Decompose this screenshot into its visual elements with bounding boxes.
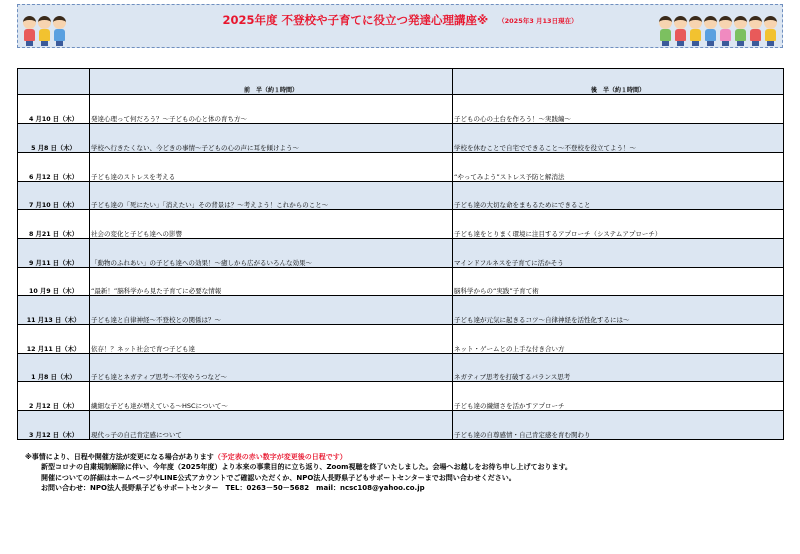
child-icon <box>733 16 748 46</box>
date-note: （2025年3 月13日現在） <box>498 17 578 25</box>
table-row <box>18 95 784 124</box>
second-half-topic: 子ども達をとりまく環境に注目するアプローチ（システムアプローチ） <box>453 210 784 239</box>
table-row <box>18 238 784 267</box>
session-date: 6 月12 日（木） <box>18 152 90 181</box>
session-date: 10 月9 日（木） <box>18 267 90 296</box>
session-date: 12 月11 日（木） <box>18 325 90 354</box>
first-half-topic: 学校へ行きたくない、今どきの事情～子どもの心の声に耳を傾けよう～ <box>90 124 453 153</box>
table-row <box>18 152 784 181</box>
table-row <box>18 325 784 354</box>
notes-section <box>25 452 785 494</box>
second-half-topic: “やってみよう”ストレス予防と解消法 <box>453 152 784 181</box>
first-half-topic: “最新！”脳科学から見た子育てに必要な情報 <box>90 267 453 296</box>
second-half-topic: マインドフルネスを子育てに活かそう <box>453 238 784 267</box>
child-icon <box>688 16 703 46</box>
second-half-topic: 子ども達の繊細さを活かすアプローチ <box>453 382 784 411</box>
note-line-3: 開催についての詳細はホームページやLINE公式アカウントでご確認いただくか、NPO法人長野県子どもサポートセンターまでお問い合わせください。 <box>41 473 516 482</box>
header-banner <box>17 4 783 48</box>
session-date: 11 月13 日（木） <box>18 296 90 325</box>
session-date: 2 月12 日（木） <box>18 382 90 411</box>
note-line-1 <box>25 452 785 462</box>
table-row <box>18 124 784 153</box>
table-row <box>18 353 784 382</box>
session-date: 3 月12 日（木） <box>18 411 90 440</box>
child-icon <box>658 16 673 46</box>
first-half-topic: 発達心理って何だろう？～子どもの心と体の育ち方～ <box>90 95 453 124</box>
schedule-table <box>17 68 784 440</box>
second-half-topic: 子どもの心の土台を作ろう！～実践編～ <box>453 95 784 124</box>
session-date: 5 月8 日（木） <box>18 124 90 153</box>
second-half-topic: ネガティブ思考を打破するバランス思考 <box>453 353 784 382</box>
table-row <box>18 296 784 325</box>
child-icon <box>673 16 688 46</box>
title-text: 2025年度 不登校や子育てに役立つ発達心理講座※ <box>222 13 489 27</box>
table-row <box>18 267 784 296</box>
header-corner-cell <box>18 69 90 95</box>
contact-line: お問い合わせ：NPO法人長野県子どもサポートセンター TEL：0263－50－5682 mail：ncsc108@yahoo.co.jp <box>41 484 425 493</box>
note-change-notice: ※事情により、日程や開催方法が変更になる場合があります <box>25 453 214 461</box>
session-date: 9 月11 日（木） <box>18 238 90 267</box>
note-red-remark: （予定表の赤い数字が変更後の日程です） <box>213 453 347 461</box>
note-line-2: 新型コロナの自粛規制解除に伴い、今年度（2025年度）より本来の事業目的に立ち返り、Zoom視聴を終了いたしました。会場へお越しをお待ち申し上げております。 <box>41 463 572 472</box>
first-half-topic: 繊細な子ども達が増えている～HSCについて～ <box>90 382 453 411</box>
table-row <box>18 382 784 411</box>
table-row <box>18 411 784 440</box>
second-half-topic: 脳科学からの“実践”子育て術 <box>453 267 784 296</box>
table-row <box>18 181 784 210</box>
session-date: 1 月8 日（木） <box>18 353 90 382</box>
child-icon <box>703 16 718 46</box>
child-icon <box>763 16 778 46</box>
first-half-topic: 子ども達の「死にたい」「消えたい」その背景は？～考えよう！これからのこと～ <box>90 181 453 210</box>
second-half-topic: ネット・ゲームとの上手な付き合い方 <box>453 325 784 354</box>
first-half-topic: 「動物のふれあい」の子ども達への効果！～癒しから広がるいろんな効果～ <box>90 238 453 267</box>
session-date: 8 月21 日（木） <box>18 210 90 239</box>
first-half-header: 前 半（約１時間） <box>90 69 453 95</box>
first-half-topic: 子ども達とネガティブ思考～不安やうつなど～ <box>90 353 453 382</box>
first-half-topic: 社会の変化と子ども達への影響 <box>90 210 453 239</box>
children-illustration-right <box>658 16 778 46</box>
second-half-topic: 子ども達の大切な命をまもるためにできること <box>453 181 784 210</box>
first-half-topic: 依存！？ネット社会で育つ子ども達 <box>90 325 453 354</box>
second-half-topic: 子ども達の自尊感情・自己肯定感を育む関わり <box>453 411 784 440</box>
second-half-header: 後 半（約１時間） <box>453 69 784 95</box>
first-half-topic: 現代っ子の自己肯定感について <box>90 411 453 440</box>
table-row <box>18 210 784 239</box>
first-half-topic: 子ども達のストレスを考える <box>90 152 453 181</box>
second-half-topic: 子ども達が元気に起きるコツ～自律神経を活性化するには～ <box>453 296 784 325</box>
child-icon <box>748 16 763 46</box>
session-date: 7 月10 日（木） <box>18 181 90 210</box>
child-icon <box>718 16 733 46</box>
table-header-row <box>18 69 784 92</box>
session-date: 4 月10 日（木） <box>18 95 90 124</box>
second-half-topic: 学校を休むことで自宅でできること～不登校を役立てよう！～ <box>453 124 784 153</box>
first-half-topic: 子ども達と自律神経～不登校との関係は？～ <box>90 296 453 325</box>
